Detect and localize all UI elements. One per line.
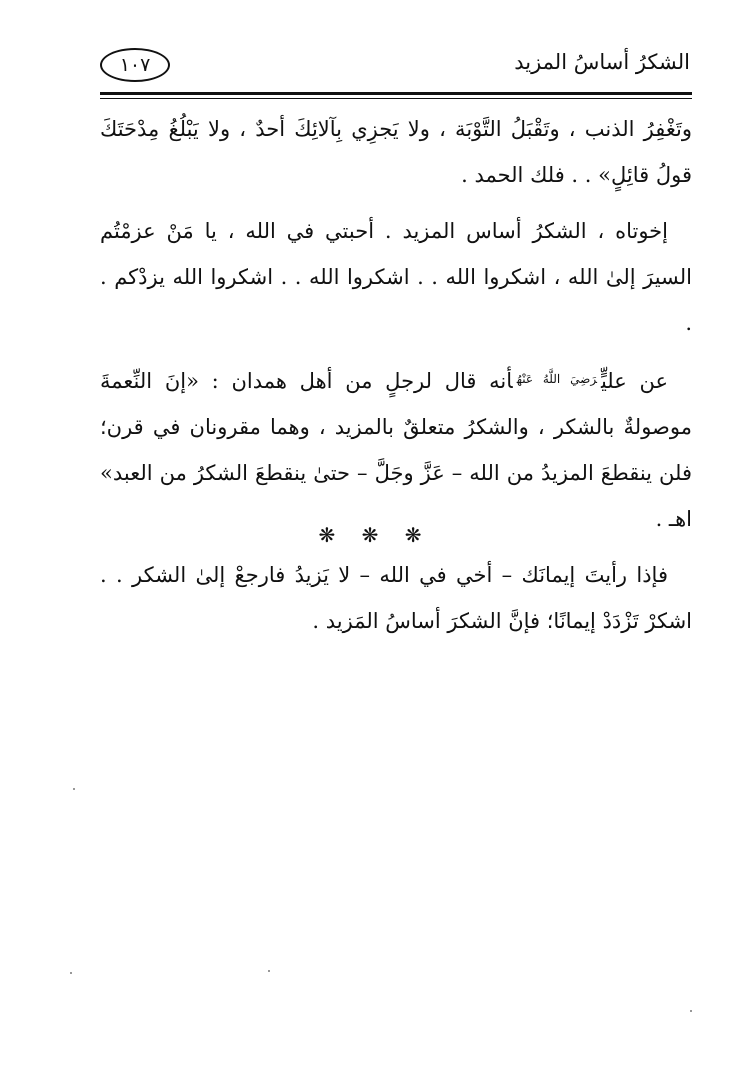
paragraph-3 <box>100 356 692 542</box>
paragraph-3-lead: عن عليٍّ <box>600 369 668 393</box>
paragraph-4: فإذا رأيتَ إيمانَك – أخي في الله – لا يَزيدُ فارجعْ إلىٰ الشكر . . اشكرْ تَزْدَدْ إيمانًا؛ فإنَّ الشكرَ أساسُ المَزيد . <box>100 563 692 633</box>
scan-speck <box>690 1010 692 1012</box>
scan-speck <box>73 788 75 790</box>
page-body <box>100 106 692 654</box>
scan-speck <box>70 972 72 974</box>
page-header <box>100 42 690 86</box>
paragraph-1: وتَغْفِرُ الذنب ، وتَقْبَلُ التَّوْبَة ، ولا يَجزِي بِآلائِكَ أحدٌ ، ولا يَبْلُغُ مِدْحَتَكَ قولُ قائِلٍ» . . فلك الحمد . <box>100 117 692 187</box>
scan-speck <box>268 970 270 972</box>
page-number: ١٠٧ <box>100 48 170 82</box>
header-rule-thin <box>100 98 692 99</box>
header-rule-thick <box>100 92 692 95</box>
honorific-glyph: رَضِيَ اللَّهُ عَنْهُ <box>516 372 597 386</box>
running-title: الشكرُ أساسُ المزيد <box>514 50 690 74</box>
section-separator: ❋ ❋ ❋ <box>318 523 432 547</box>
paragraph-3-quote: أنه قال لرجلٍ من أهل همدان : «إنَ النِّعمةَ موصولةٌ بالشكر ، والشكرُ متعلقٌ بالمزيد ، وهما مقرونان في قرن؛ فلن ينقطعَ المزيدُ من الله – عَزَّ وجَلَّ – حتىٰ ينقطعَ الشكرُ من العبد» اهـ . <box>100 369 692 531</box>
paragraph-2: إخوتاه ، الشكرُ أساس المزيد . أحبتي في الله ، يا مَنْ عزمْتُم السيرَ إلىٰ الله ، اشكروا الله . . اشكروا الله . . اشكروا الله يزدْكم . . <box>100 219 692 335</box>
